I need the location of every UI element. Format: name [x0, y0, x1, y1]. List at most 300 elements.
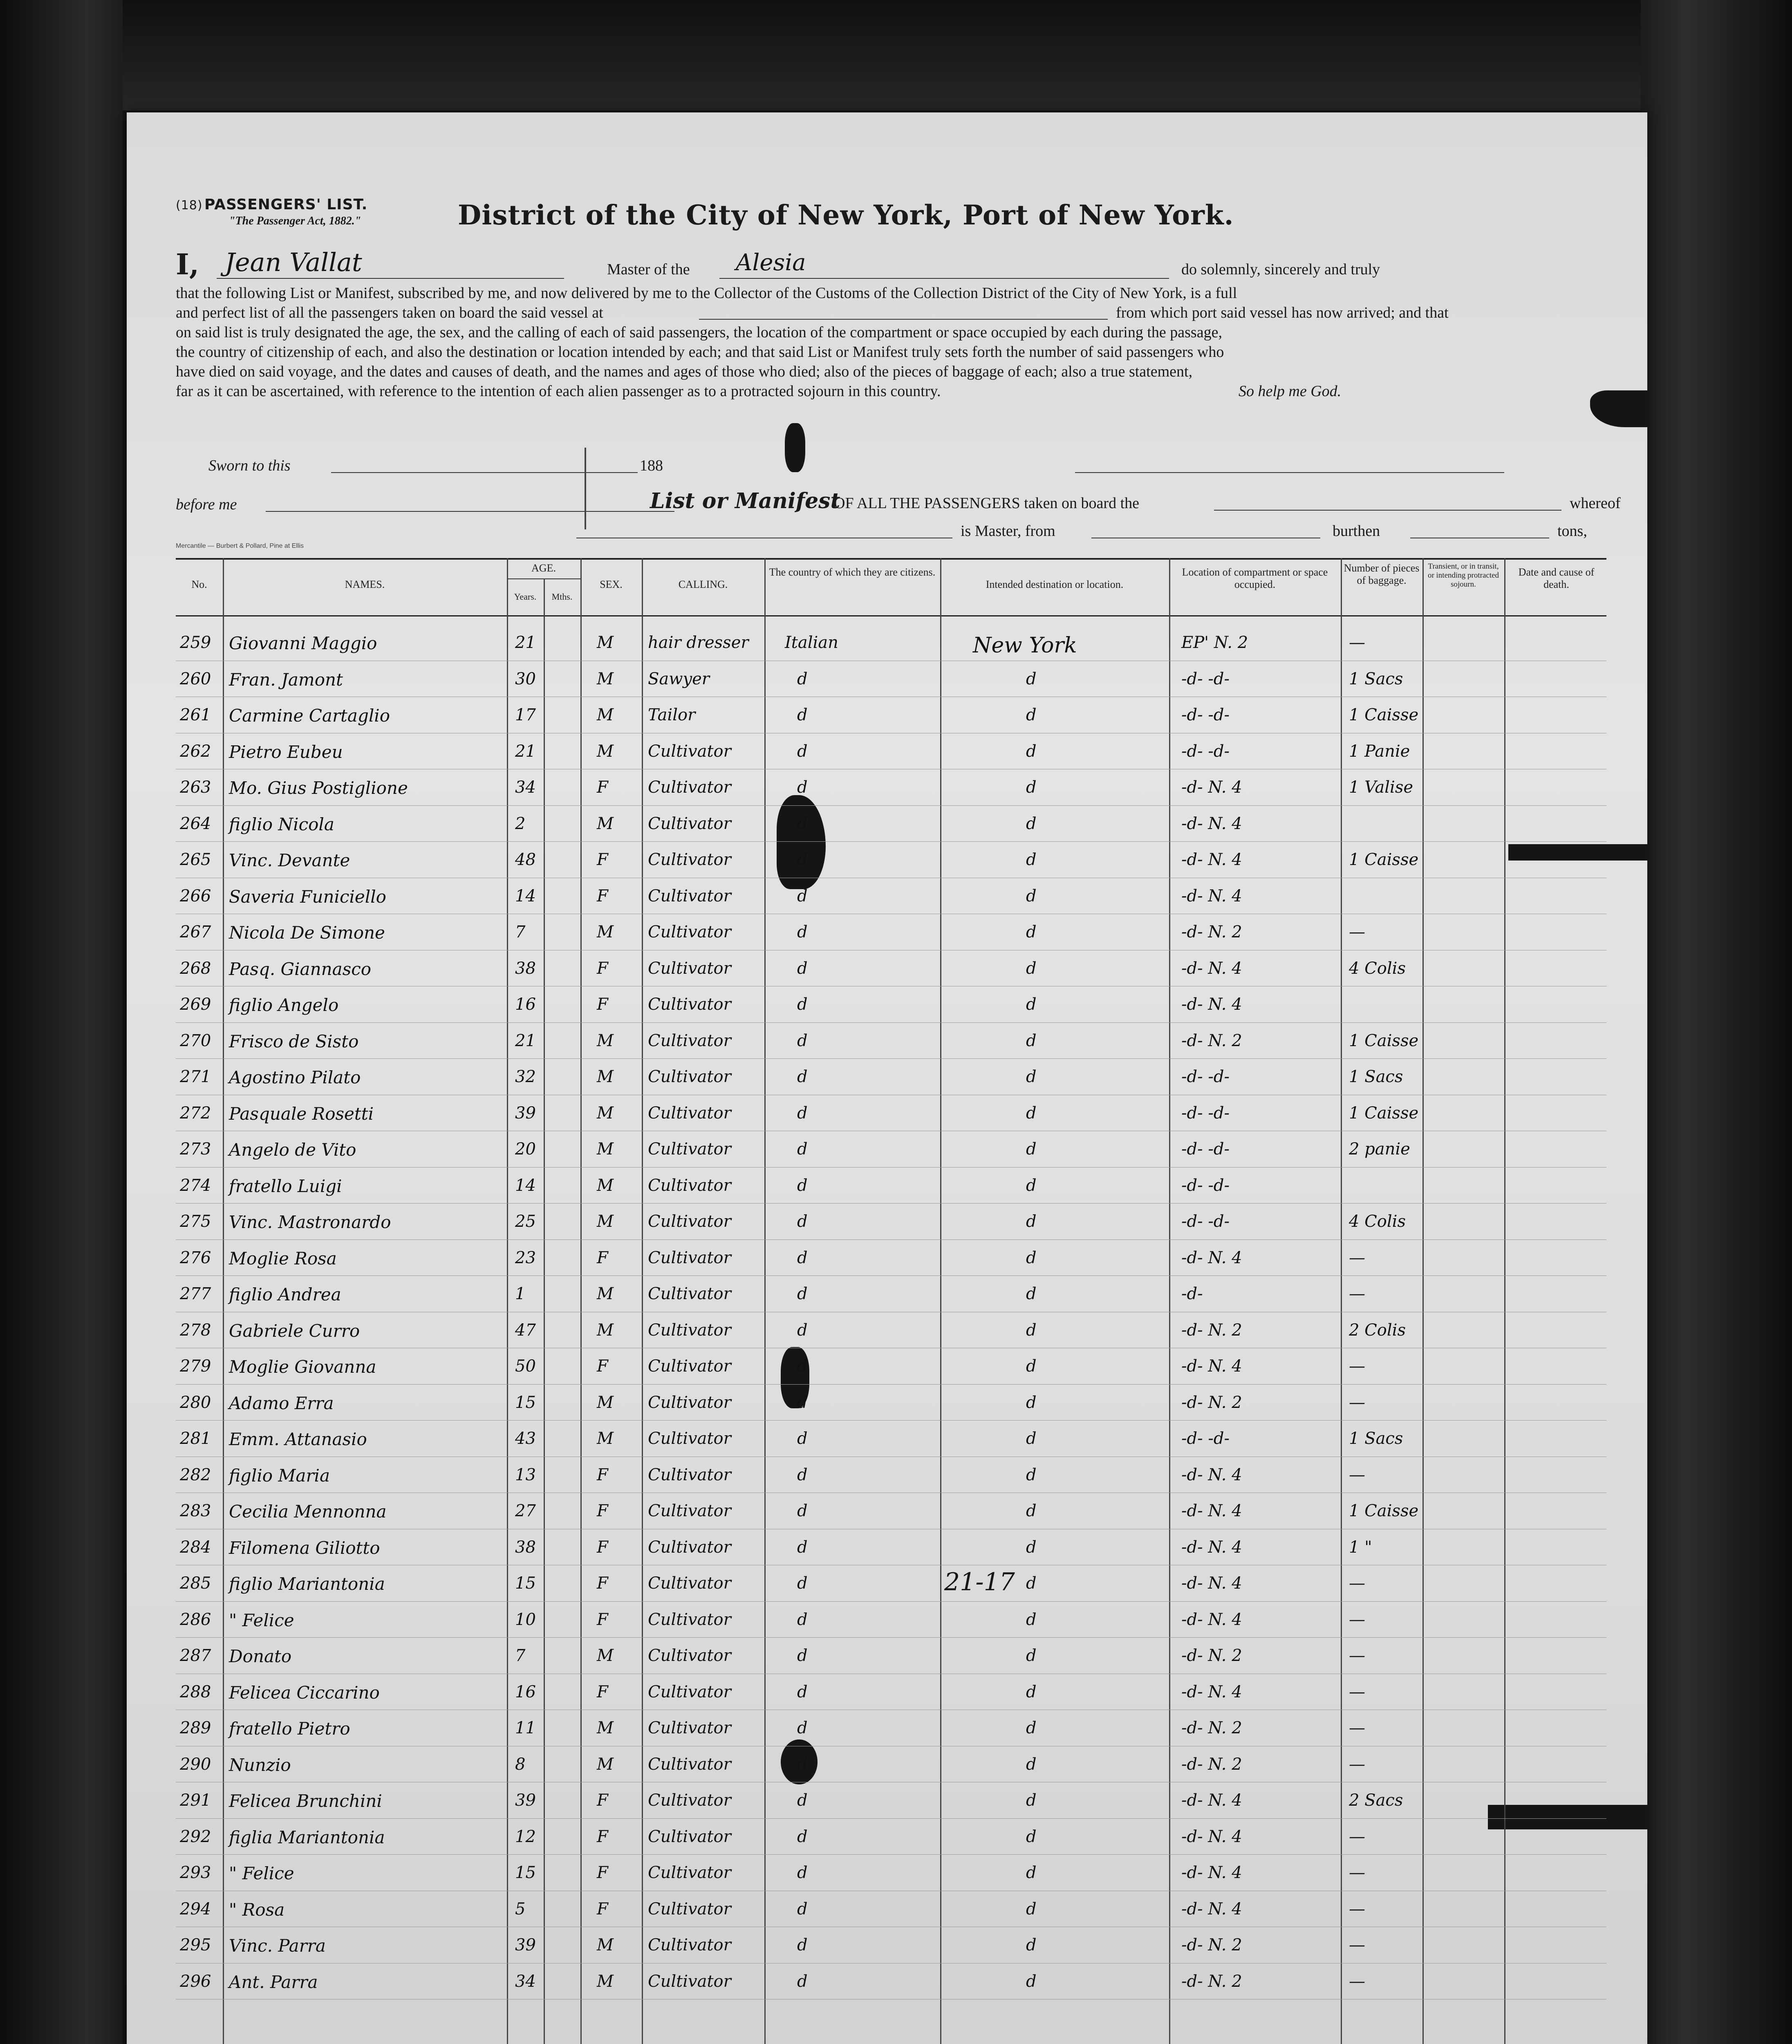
- passenger-calling: Cultivator: [648, 1537, 731, 1557]
- passenger-baggage: —: [1349, 1972, 1365, 1991]
- passenger-sex: F: [597, 850, 608, 869]
- passenger-country: d: [797, 1284, 808, 1303]
- passenger-sex: M: [597, 1067, 614, 1086]
- passenger-calling: Cultivator: [648, 778, 731, 797]
- tear-mark: [1508, 844, 1647, 861]
- passenger-country: d: [797, 778, 808, 797]
- passenger-age: 15: [515, 1863, 536, 1882]
- row-rule: [176, 1818, 1606, 1819]
- row-number: 260: [180, 669, 211, 688]
- row-rule: [176, 1601, 1606, 1602]
- passenger-name: Giovanni Maggio: [229, 633, 377, 653]
- passenger-sex: M: [597, 1972, 614, 1991]
- passenger-compartment: -d- N. 4: [1181, 814, 1242, 833]
- row-number: 292: [180, 1827, 211, 1846]
- passenger-name: Moglie Giovanna: [229, 1357, 376, 1377]
- before-me-line: [266, 511, 674, 512]
- passenger-country: d: [797, 886, 808, 905]
- passenger-compartment: -d- N. 2: [1181, 1972, 1242, 1991]
- col-divider: [1341, 558, 1342, 2044]
- is-master-label: is Master, from: [961, 522, 1055, 540]
- passenger-baggage: 2 panie: [1349, 1140, 1410, 1159]
- col-divider: [223, 558, 224, 2044]
- row-number: 261: [180, 706, 211, 724]
- passenger-age: 14: [515, 886, 536, 905]
- passenger-calling: Cultivator: [648, 1791, 731, 1810]
- row-number: 295: [180, 1936, 211, 1954]
- row-number: 270: [180, 1031, 211, 1050]
- passenger-compartment: -d- N. 2: [1181, 1755, 1242, 1774]
- col-divider: [642, 558, 643, 2044]
- vessel-name-line-2: [1214, 510, 1561, 511]
- passenger-destination: d: [1026, 1863, 1037, 1882]
- passenger-name: " Felice: [229, 1610, 294, 1630]
- row-rule: [176, 805, 1606, 806]
- passenger-destination: d: [1026, 1972, 1037, 1991]
- passenger-sex: M: [597, 1936, 614, 1954]
- passenger-baggage: 1 Caisse: [1349, 850, 1419, 869]
- passenger-name: Nunzio: [229, 1755, 291, 1775]
- passenger-calling: Cultivator: [648, 1972, 731, 1991]
- passenger-sex: F: [597, 1502, 608, 1520]
- row-number: 291: [180, 1791, 211, 1810]
- passenger-compartment: -d- N. 2: [1181, 1320, 1242, 1340]
- declaration-pronoun: I,: [176, 247, 199, 281]
- passenger-destination: d: [1026, 923, 1037, 941]
- passenger-country: d: [797, 1646, 808, 1665]
- passenger-destination: d: [1026, 1936, 1037, 1954]
- row-number: 268: [180, 959, 211, 978]
- passenger-sex: M: [597, 923, 614, 941]
- passenger-country: d: [797, 959, 808, 978]
- vessel-name: Alesia: [736, 249, 806, 276]
- passenger-compartment: -d- N. 2: [1181, 1646, 1242, 1665]
- passenger-country: d: [797, 1936, 808, 1954]
- passenger-compartment: -d- N. 4: [1181, 1863, 1242, 1882]
- passenger-country: d: [797, 1357, 808, 1376]
- passenger-name: Adamo Erra: [229, 1393, 334, 1413]
- row-number: 273: [180, 1140, 211, 1159]
- passenger-name: figlio Maria: [229, 1465, 330, 1486]
- passenger-name: Carmine Cartaglio: [229, 706, 390, 726]
- passenger-age: 43: [515, 1429, 536, 1448]
- passenger-compartment: -d- -d-: [1181, 742, 1230, 761]
- passenger-baggage: —: [1349, 1357, 1365, 1376]
- passenger-country: d: [797, 1610, 808, 1629]
- passenger-compartment: -d- N. 4: [1181, 1610, 1242, 1629]
- passenger-baggage: —: [1349, 1682, 1365, 1701]
- master-name: Jean Vallat: [225, 247, 362, 277]
- passenger-compartment: EP' N. 2: [1181, 633, 1248, 652]
- passenger-sex: F: [597, 778, 608, 797]
- passenger-baggage: —: [1349, 633, 1365, 652]
- passenger-age: 7: [515, 1646, 526, 1665]
- col-header-country: The country of which they are citizens.: [769, 566, 936, 578]
- passenger-country: d: [797, 1103, 808, 1123]
- passenger-destination: d: [1026, 1537, 1037, 1557]
- row-rule: [176, 1203, 1606, 1204]
- before-me-label: before me: [176, 496, 237, 513]
- passenger-calling: hair dresser: [648, 633, 749, 652]
- passenger-calling: Cultivator: [648, 1357, 731, 1376]
- row-number: 283: [180, 1502, 211, 1520]
- passenger-compartment: -d- N. 4: [1181, 1682, 1242, 1701]
- passenger-calling: Cultivator: [648, 923, 731, 941]
- row-number: 293: [180, 1863, 211, 1882]
- passenger-age: 25: [515, 1212, 536, 1231]
- passenger-age: 50: [515, 1357, 536, 1376]
- act-name: "The Passenger Act, 1882.": [229, 215, 361, 227]
- passenger-calling: Cultivator: [648, 1827, 731, 1846]
- passenger-name: Pasquale Rosetti: [229, 1103, 374, 1124]
- col-divider: [544, 578, 545, 2044]
- passenger-baggage: —: [1349, 923, 1365, 941]
- col-divider: [507, 558, 508, 2044]
- passenger-country: d: [797, 1465, 808, 1484]
- passenger-country: d: [797, 1031, 808, 1050]
- passenger-country: d: [797, 1067, 808, 1086]
- row-number: 288: [180, 1682, 211, 1701]
- passenger-compartment: -d- -d-: [1181, 669, 1230, 688]
- passenger-destination: d: [1026, 1574, 1037, 1593]
- closing-oath: So help me God.: [1239, 383, 1342, 400]
- passenger-sex: M: [597, 633, 614, 652]
- passenger-age: 38: [515, 1537, 536, 1557]
- passenger-compartment: -d- N. 4: [1181, 1537, 1242, 1557]
- passenger-sex: M: [597, 1429, 614, 1448]
- passenger-name: Frisco de Sisto: [229, 1031, 359, 1051]
- port-line: [699, 319, 1108, 320]
- passenger-calling: Cultivator: [648, 1429, 731, 1448]
- row-number: 264: [180, 814, 211, 833]
- passenger-sex: M: [597, 814, 614, 833]
- form-title: PASSENGERS' LIST.: [204, 196, 368, 213]
- passenger-sex: M: [597, 1140, 614, 1159]
- passenger-destination: d: [1026, 706, 1037, 724]
- row-number: 272: [180, 1103, 211, 1123]
- passenger-destination: d: [1026, 1899, 1037, 1918]
- passenger-sex: M: [597, 1176, 614, 1195]
- passenger-country: Italian: [785, 633, 838, 652]
- passenger-baggage: —: [1349, 1574, 1365, 1593]
- passenger-age: 23: [515, 1248, 536, 1267]
- col-divider: [1422, 558, 1424, 2044]
- row-number: 267: [180, 923, 211, 941]
- solemnly-text: do solemnly, sincerely and truly: [1181, 261, 1380, 278]
- passenger-name: Fran. Jamont: [229, 669, 343, 690]
- tear-mark: [1488, 1805, 1647, 1829]
- passenger-country: d: [797, 923, 808, 941]
- passenger-name: Emm. Attanasio: [229, 1429, 367, 1449]
- passenger-name: Agostino Pilato: [229, 1067, 361, 1087]
- passenger-sex: F: [597, 1248, 608, 1267]
- passenger-age: 11: [515, 1719, 536, 1737]
- passenger-calling: Cultivator: [648, 814, 731, 833]
- passenger-calling: Cultivator: [648, 742, 731, 761]
- declaration-line-2: that the following List or Manifest, subscribed by me, and now delivered by me to the Collector of the Customs of the Collection District of the City of New York, is a full: [176, 285, 1237, 302]
- col-header-years: Years.: [514, 592, 537, 602]
- passenger-country: d: [797, 1574, 808, 1593]
- row-number: 276: [180, 1248, 211, 1267]
- document-title: District of the City of New York, Port of New York.: [458, 199, 1234, 231]
- passenger-age: 48: [515, 850, 536, 869]
- passenger-country: d: [797, 706, 808, 724]
- passenger-compartment: -d- -d-: [1181, 1429, 1230, 1448]
- passenger-calling: Cultivator: [648, 1755, 731, 1774]
- declaration-line-4: on said list is truly designated the age, the sex, and the calling of each of said passengers, the location of the compartment or space occupied by each during the passage,: [176, 324, 1222, 341]
- col-header-transient: Transient, or in transit, or intending protracted sojourn.: [1427, 562, 1499, 589]
- passenger-calling: Cultivator: [648, 995, 731, 1014]
- passenger-country: d: [797, 995, 808, 1014]
- passenger-compartment: -d- -d-: [1181, 1176, 1230, 1195]
- col-divider: [580, 558, 582, 2044]
- passenger-calling: Cultivator: [648, 1393, 731, 1412]
- tear-mark: [1590, 390, 1647, 427]
- passenger-compartment: -d- -d-: [1181, 1140, 1230, 1159]
- passenger-sex: F: [597, 1863, 608, 1882]
- passenger-name: Donato: [229, 1646, 292, 1666]
- passenger-baggage: 1 Caisse: [1349, 1103, 1419, 1123]
- row-number: 285: [180, 1574, 211, 1593]
- passenger-destination: New York: [973, 633, 1077, 658]
- passenger-compartment: -d- -d-: [1181, 1212, 1230, 1231]
- sworn-label: Sworn to this: [208, 457, 291, 474]
- passenger-age: 21: [515, 1031, 536, 1050]
- passenger-baggage: —: [1349, 1936, 1365, 1954]
- passenger-name: Felicea Brunchini: [229, 1791, 382, 1811]
- passenger-sex: M: [597, 742, 614, 761]
- row-number: 281: [180, 1429, 211, 1448]
- passenger-country: d: [797, 1176, 808, 1195]
- passenger-name: Saveria Funiciello: [229, 886, 386, 907]
- passenger-name: " Felice: [229, 1863, 294, 1883]
- tons-label: tons,: [1557, 522, 1587, 540]
- passenger-baggage: 1 Caisse: [1349, 1502, 1419, 1520]
- passenger-compartment: -d- N. 4: [1181, 1357, 1242, 1376]
- passenger-name: Pasq. Giannasco: [229, 959, 372, 979]
- passenger-sex: F: [597, 1791, 608, 1810]
- passenger-age: 39: [515, 1936, 536, 1954]
- passenger-country: d: [797, 742, 808, 761]
- col-header-baggage: Number of pieces of baggage.: [1344, 562, 1420, 586]
- passenger-age: 34: [515, 1972, 536, 1991]
- row-number: 280: [180, 1393, 211, 1412]
- passenger-name: Gabriele Curro: [229, 1320, 360, 1341]
- row-number: 282: [180, 1465, 211, 1484]
- film-frame-right: [1641, 0, 1792, 2044]
- passenger-baggage: 1 Sacs: [1349, 669, 1403, 688]
- row-rule: [176, 841, 1606, 842]
- passenger-name: Moglie Rosa: [229, 1248, 337, 1269]
- table-header-border: [176, 615, 1606, 616]
- passenger-destination: d: [1026, 1248, 1037, 1267]
- passenger-destination: d: [1026, 1502, 1037, 1520]
- row-number: 259: [180, 633, 211, 652]
- passenger-destination: d: [1026, 1031, 1037, 1050]
- row-rule: [176, 1384, 1606, 1385]
- passenger-compartment: -d- -d-: [1181, 706, 1230, 724]
- passenger-age: 39: [515, 1791, 536, 1810]
- passenger-baggage: 1 ": [1349, 1537, 1372, 1557]
- row-rule: [176, 1239, 1606, 1240]
- passenger-name: Angelo de Vito: [229, 1140, 356, 1160]
- row-number: 290: [180, 1755, 211, 1774]
- passenger-destination: d: [1026, 1140, 1037, 1159]
- passenger-compartment: -d- N. 4: [1181, 1827, 1242, 1846]
- passenger-compartment: -d- N. 4: [1181, 1248, 1242, 1267]
- passenger-sex: M: [597, 1393, 614, 1412]
- row-rule: [176, 1275, 1606, 1276]
- passenger-compartment: -d- N. 4: [1181, 850, 1242, 869]
- col-divider: [764, 558, 766, 2044]
- passenger-age: 16: [515, 995, 536, 1014]
- passenger-sex: F: [597, 1610, 608, 1629]
- passenger-calling: Cultivator: [648, 1067, 731, 1086]
- passenger-name: figlio Andrea: [229, 1284, 341, 1304]
- passenger-destination: d: [1026, 1320, 1037, 1340]
- declaration-line-3b: from which port said vessel has now arrived; and that: [1116, 304, 1449, 321]
- passenger-name: fratello Pietro: [229, 1719, 350, 1739]
- passenger-name: Nicola De Simone: [229, 923, 385, 943]
- row-rule: [176, 1637, 1606, 1638]
- vessel-line: [719, 278, 1169, 279]
- printer-imprint: Mercantile — Burbert & Pollard, Pine at Ellis: [176, 542, 304, 549]
- row-number: 263: [180, 778, 211, 797]
- sworn-date-line: [331, 472, 638, 473]
- passenger-age: 14: [515, 1176, 536, 1195]
- passenger-name: Vinc. Parra: [229, 1936, 326, 1956]
- passenger-sex: M: [597, 1212, 614, 1231]
- passenger-calling: Cultivator: [648, 1682, 731, 1701]
- passenger-destination: d: [1026, 1646, 1037, 1665]
- passenger-destination: d: [1026, 1610, 1037, 1629]
- passenger-calling: Cultivator: [648, 1719, 731, 1737]
- passenger-age: 38: [515, 959, 536, 978]
- col-header-names: NAMES.: [345, 578, 385, 590]
- passenger-country: d: [797, 1212, 808, 1231]
- passenger-compartment: -d- N. 4: [1181, 1899, 1242, 1918]
- passenger-age: 10: [515, 1610, 536, 1629]
- passenger-country: d: [797, 1320, 808, 1340]
- passenger-age: 8: [515, 1755, 526, 1774]
- passenger-baggage: —: [1349, 1719, 1365, 1737]
- passenger-baggage: 1 Panie: [1349, 742, 1410, 761]
- sworn-year: 188: [640, 457, 663, 474]
- passenger-name: Vinc. Devante: [229, 850, 350, 870]
- row-number: 262: [180, 742, 211, 761]
- passenger-baggage: —: [1349, 1827, 1365, 1846]
- passenger-calling: Cultivator: [648, 850, 731, 869]
- passenger-sex: F: [597, 1537, 608, 1557]
- passenger-compartment: -d- -d-: [1181, 1103, 1230, 1123]
- row-number: 287: [180, 1646, 211, 1665]
- passenger-destination: d: [1026, 814, 1037, 833]
- passenger-destination: d: [1026, 1755, 1037, 1774]
- passenger-compartment: -d- N. 4: [1181, 886, 1242, 905]
- passenger-calling: Cultivator: [648, 1140, 731, 1159]
- declaration-line-3a: and perfect list of all the passengers taken on board the said vessel at: [176, 304, 603, 321]
- passenger-age: 7: [515, 923, 526, 941]
- passenger-age: 5: [515, 1899, 526, 1918]
- passenger-calling: Cultivator: [648, 1863, 731, 1882]
- col-header-calling: CALLING.: [678, 578, 728, 590]
- passenger-name: figlio Nicola: [229, 814, 334, 834]
- master-name-line: [217, 278, 564, 279]
- passenger-sex: M: [597, 1284, 614, 1303]
- passenger-sex: F: [597, 1357, 608, 1376]
- passenger-country: d: [797, 1502, 808, 1520]
- tear-mark: [777, 795, 826, 889]
- passenger-calling: Cultivator: [648, 1610, 731, 1629]
- signature-line: [1075, 472, 1504, 473]
- col-header-destination: Intended destination or location.: [986, 578, 1124, 590]
- passenger-age: 16: [515, 1682, 536, 1701]
- passenger-name: figlio Mariantonia: [229, 1574, 385, 1594]
- passenger-sex: M: [597, 1719, 614, 1737]
- passenger-calling: Sawyer: [648, 669, 710, 688]
- passenger-compartment: -d- N. 2: [1181, 1936, 1242, 1954]
- col-divider: [1169, 558, 1170, 2044]
- passenger-baggage: 1 Sacs: [1349, 1067, 1403, 1086]
- row-number: 294: [180, 1899, 211, 1918]
- passenger-age: 20: [515, 1140, 536, 1159]
- passenger-country: d: [797, 1791, 808, 1810]
- passenger-country: d: [797, 1393, 808, 1412]
- passenger-destination: d: [1026, 1465, 1037, 1484]
- passenger-country: d: [797, 850, 808, 869]
- passenger-age: 30: [515, 669, 536, 688]
- passenger-age: 21: [515, 742, 536, 761]
- passenger-calling: Cultivator: [648, 1899, 731, 1918]
- passenger-compartment: -d-: [1181, 1284, 1203, 1303]
- passenger-compartment: -d- N. 4: [1181, 1574, 1242, 1593]
- passenger-name: fratello Luigi: [229, 1176, 342, 1196]
- passenger-compartment: -d- N. 2: [1181, 1031, 1242, 1050]
- passenger-destination: d: [1026, 886, 1037, 905]
- passenger-baggage: 4 Colis: [1349, 959, 1406, 978]
- passenger-destination: d: [1026, 850, 1037, 869]
- passenger-destination: d: [1026, 1284, 1037, 1303]
- passenger-destination: d: [1026, 1719, 1037, 1737]
- passenger-age: 12: [515, 1827, 536, 1846]
- passenger-country: d: [797, 1899, 808, 1918]
- passenger-age: 15: [515, 1393, 536, 1412]
- passenger-name: figlio Angelo: [229, 995, 339, 1015]
- passenger-name: Cecilia Mennonna: [229, 1502, 387, 1522]
- row-number: 274: [180, 1176, 211, 1195]
- passenger-calling: Tailor: [648, 706, 696, 724]
- passenger-sex: F: [597, 886, 608, 905]
- passenger-destination: d: [1026, 1103, 1037, 1123]
- passenger-name: Vinc. Mastronardo: [229, 1212, 391, 1232]
- passenger-baggage: 1 Caisse: [1349, 1031, 1419, 1050]
- passenger-sex: M: [597, 1755, 614, 1774]
- passenger-country: d: [797, 1682, 808, 1701]
- passenger-compartment: -d- N. 2: [1181, 1719, 1242, 1737]
- passenger-age: 15: [515, 1574, 536, 1593]
- passenger-country: d: [797, 1719, 808, 1737]
- passenger-name: Mo. Gius Postiglione: [229, 778, 408, 798]
- passenger-country: d: [797, 1827, 808, 1846]
- row-number: 279: [180, 1357, 211, 1376]
- passenger-country: d: [797, 1863, 808, 1882]
- passenger-destination: d: [1026, 959, 1037, 978]
- passenger-baggage: —: [1349, 1610, 1365, 1629]
- row-number: 284: [180, 1537, 211, 1557]
- passenger-country: d: [797, 1537, 808, 1557]
- passenger-destination: d: [1026, 1212, 1037, 1231]
- passenger-name: Filomena Giliotto: [229, 1537, 380, 1558]
